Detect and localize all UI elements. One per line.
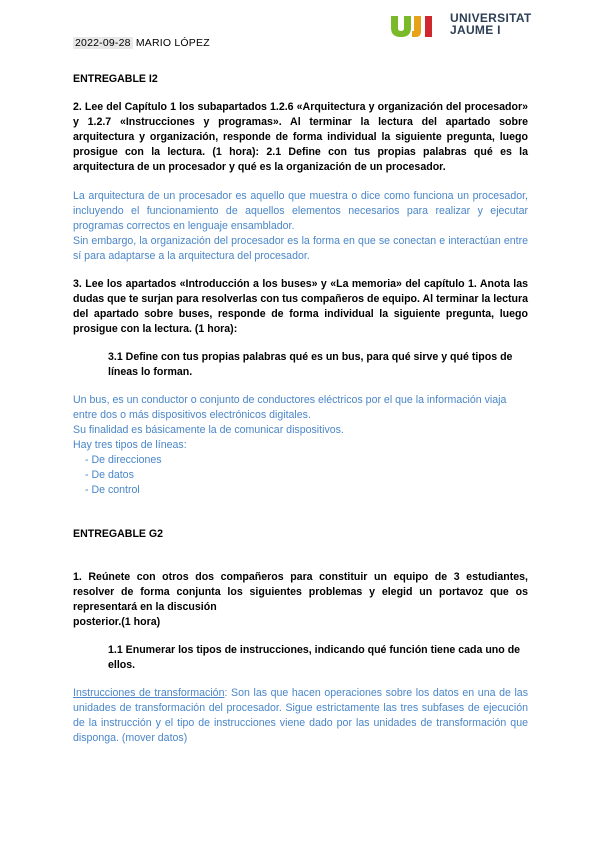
answer-3-1-paragraph-3: Hay tres tipos de líneas: [73,439,187,451]
logo-text [450,12,532,36]
list-item: - De direcciones [85,454,162,466]
logo-text-line-2: JAUME I [450,23,501,37]
header-date: 2022-09-28 [75,37,131,49]
list-item: - De datos [85,469,134,481]
question-g2-1-1: 1.1 Enumerar los tipos de instrucciones, indicando qué función tiene cada uno de ellos. [108,644,521,671]
question-3-1: 3.1 Define con tus propias palabras qué es un bus, para qué sirve y qué tipos de líneas lo forman. [108,351,513,378]
header-line [73,37,210,49]
answer-2-paragraph-2: Sin embargo, la organización del procesador es la forma en que se conectan e interactúan entre sí para adaptarse a la arquitectura del procesador. [73,235,528,262]
question-g2-1-text: 1. Reúnete con otros dos compañeros para constituir un equipo de 3 estudiantes, resolver de forma conjunta los siguientes problemas y elegid un portavoz que os representará en la discusión [73,571,528,613]
answer-3-1-paragraph-2: Su finalidad es básicamente la de comunicar dispositivos. [73,424,344,436]
header-author: MARIO LÓPEZ [135,37,210,49]
list-item: - De control [85,484,140,496]
answer-text: : Son las que hacen operaciones sobre los datos en una de las unidades de transformación del procesador. Sigue estrictamente las tres subfases de ejecución de la instrucción y el tipo de instrucciones viene dado por las unidades de transformación que disponga. (mover datos) [73,687,528,744]
question-2: 2. Lee del Capítulo 1 los subapartados 1.2.6 «Arquitectura y organización del procesador» y 1.2.7 «Instrucciones y programas». Al terminar la lectura del apartado sobre arquitectura y organización, responde de forma individual la siguiente pregunta, luego prosigue con la lectura. (1 hora): 2.1 Define con tus propias palabras qué es la arquitectura de un procesador y qué es la organización de un procesador. [73,101,528,173]
question-3: 3. Lee los apartados «Introducción a los buses» y «La memoria» del capítulo 1. Anota las dudas que te surjan para resolverlas con tus compañeros de equipo. Al terminar la lectura del apartado sobre buses, responde de forma individual la siguiente pregunta, luego prosigue con la lectura. (1 hora): [73,278,528,335]
answer-term: Instrucciones de transformación [73,687,225,699]
answer-2-paragraph-1: La arquitectura de un procesador es aquello que muestra o dice como funciona un procesador, incluyendo el funcionamiento de aquellos elementos necesarios para realizar y ejecutar programas correctos en lenguaje ensamblador. [73,190,528,232]
university-logo [390,12,540,40]
answer-3-1 [73,393,528,498]
question-g2-1-tail: posterior.(1 hora) [73,616,161,628]
answer-g2-1-1 [73,686,528,746]
question-g2-1 [73,570,528,630]
answer-3-1-paragraph-1: Un bus, es un conductor o conjunto de conductores eléctricos por el que la información viaja entre dos o más dispositivos electrónicos digitales. [73,394,507,421]
section-title-i2: ENTREGABLE I2 [73,73,158,85]
uji-logo-icon [390,12,446,38]
section-title-g2: ENTREGABLE G2 [73,528,164,540]
logo-text-line-1: UNIVERSITAT [450,11,532,25]
line-types-list [73,453,528,498]
